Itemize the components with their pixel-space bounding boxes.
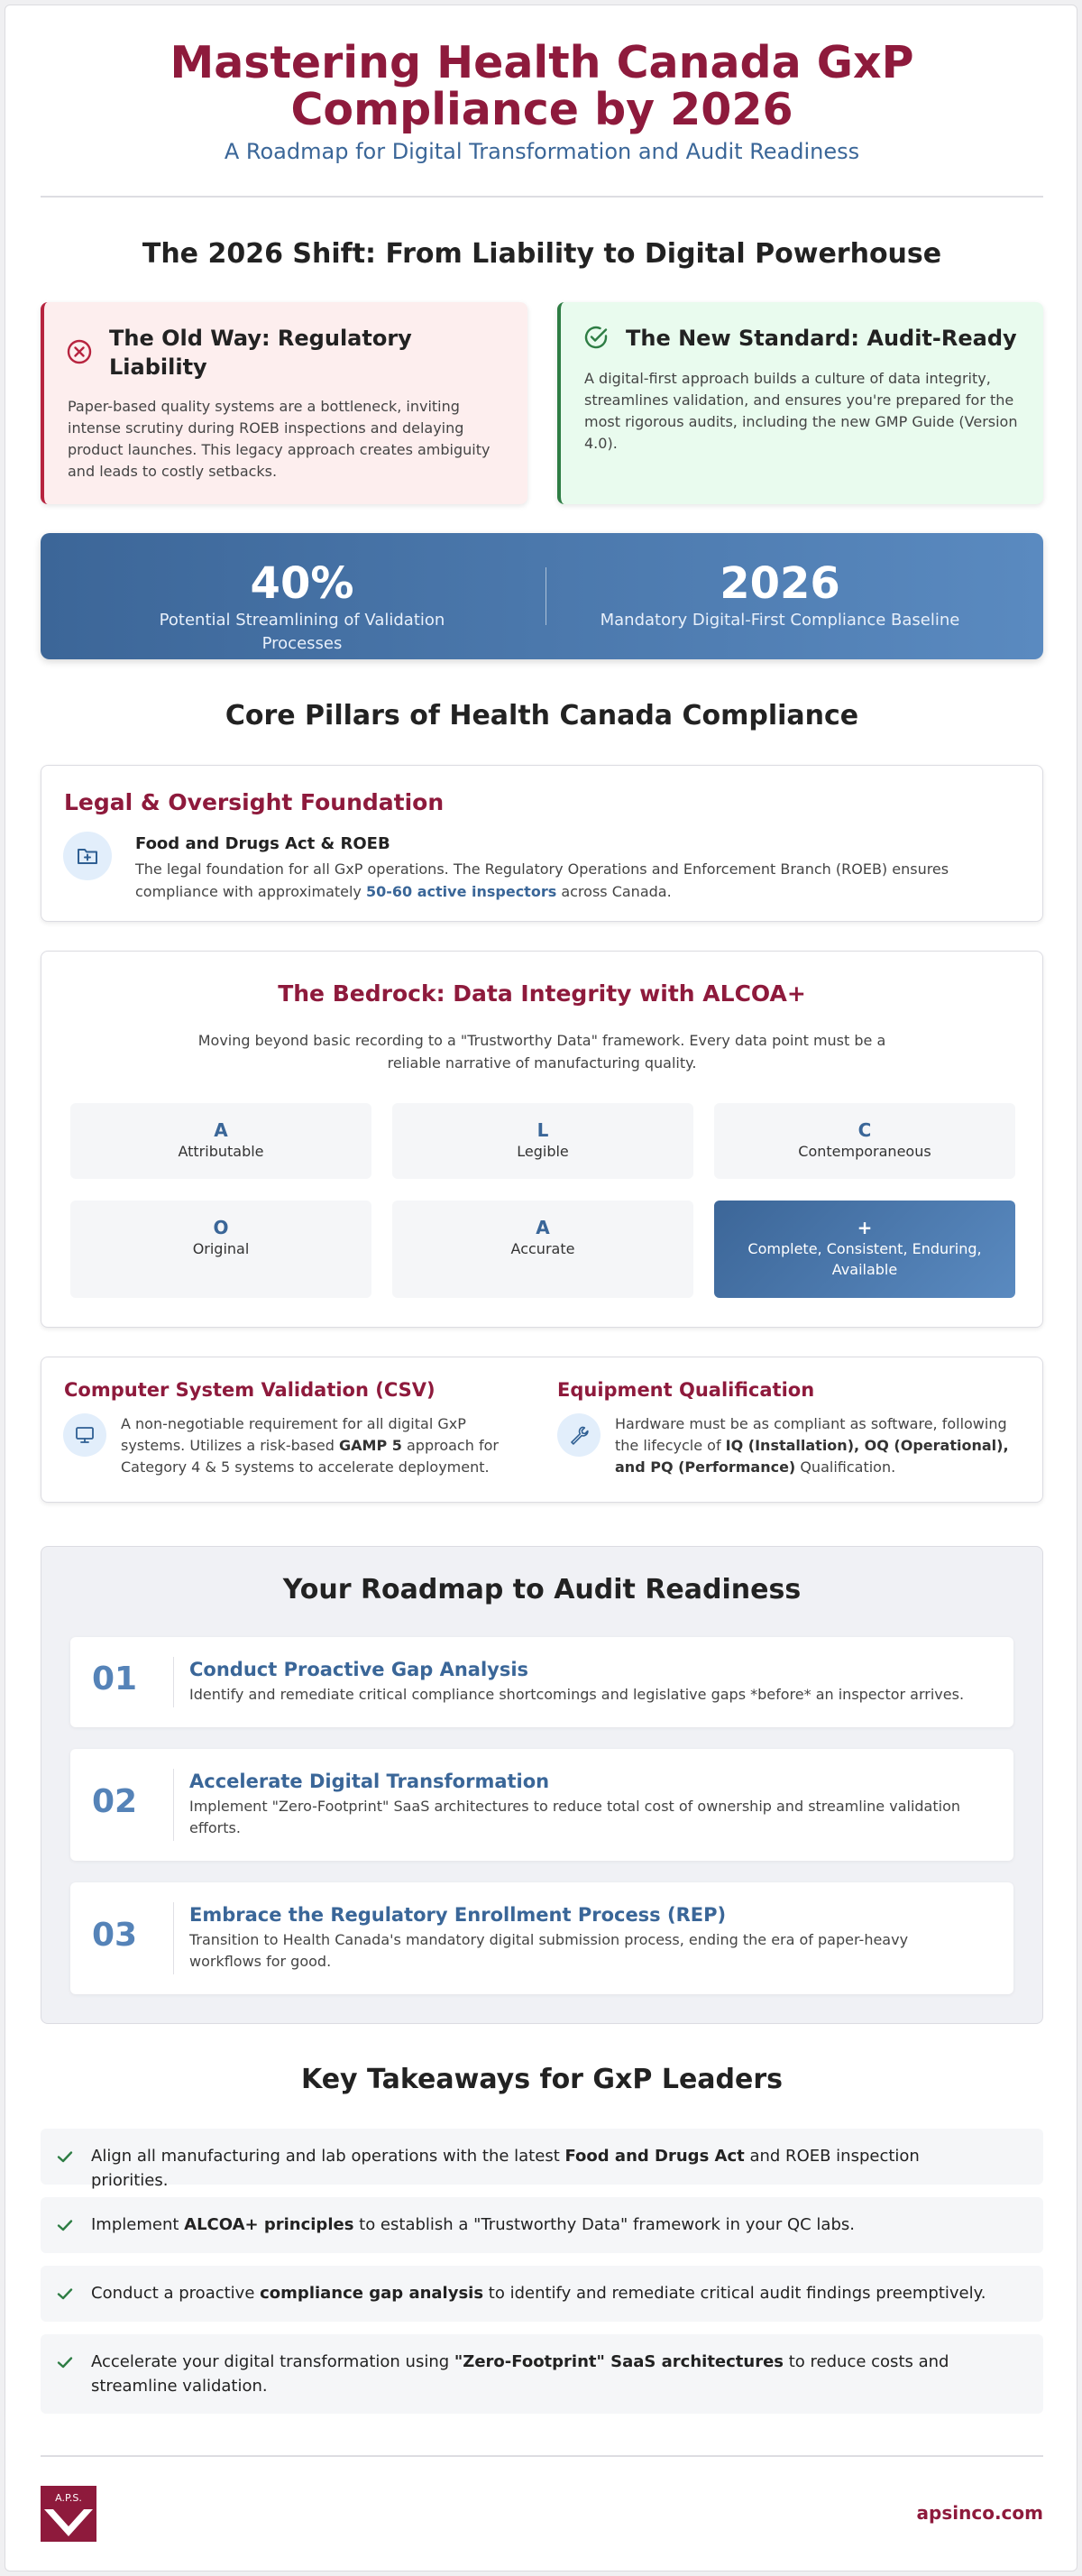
takeaway-text-part: and ROEB inspection priorities. [91,2147,920,2190]
takeaway-text-part: Implement [91,2215,185,2234]
tile-word: Complete, Consistent, Enduring, Available [747,1240,982,1278]
alcoa-tile [392,1201,693,1298]
takeaway-bold: Food and Drugs Act [564,2147,745,2166]
step-title: Accelerate Digital Transformation [189,1771,550,1792]
takeaway-text [91,2281,1002,2305]
tile-word: Accurate [510,1240,575,1257]
takeaway-text [91,2213,1002,2237]
old-way-text: Paper-based quality systems are a bottleneck, inviting intense scrutiny during ROEB inspections and delaying product launches. This legacy approach creates ambiguity and leads to costly setbacks. [68,398,491,480]
wrench-icon [569,1425,589,1445]
roadmap-section [41,1546,1043,2024]
takeaway-text-part: to identify and remediate critical audit findings preemptively. [483,2284,986,2303]
alcoa-plus-tile [714,1201,1015,1298]
takeaway-text-part: to reduce costs and streamline validation. [91,2352,949,2396]
stat-validation [131,558,473,656]
step-title: Embrace the Regulatory Enrollment Process (REP) [189,1904,727,1926]
alcoa-box [41,951,1043,1328]
inspectors-highlight: 50-60 active inspectors [365,883,557,900]
takeaway-text-part: Align all manufacturing and lab operations with the latest [91,2147,565,2166]
takeaway-item [41,2334,1043,2414]
legal-foundation-box [41,765,1043,922]
takeaway-text-part: to establish a "Trustworthy Data" framework in your QC labs. [353,2215,855,2234]
roadmap-step [70,1749,1013,1861]
logo-text: A.P.S. [55,2492,82,2504]
takeaway-text-part: Conduct a proactive [91,2284,261,2303]
roadmap-step [70,1637,1013,1727]
company-logo [41,2486,96,2542]
csv-text [121,1413,518,1478]
gamp-bold: GAMP 5 [339,1437,402,1454]
new-standard-card [557,302,1043,504]
tile-letter: O [213,1217,229,1238]
alcoa-tile [392,1103,693,1179]
tile-letter: + [857,1217,873,1238]
step-text: Identify and remediate critical compliance shortcomings and legislative gaps *before* an inspector arrives. [189,1686,965,1703]
equipment-text-part: Hardware must be as compliant as software, following the lifecycle of [615,1415,1007,1454]
stat-label: Potential Streamlining of Validation Processes [159,611,445,653]
equipment-text [615,1413,1021,1478]
csv-icon-wrap [63,1413,106,1457]
tile-letter: L [536,1119,549,1141]
takeaway-text [91,2350,1002,2398]
step-text: Transition to Health Canada's mandatory digital submission process, ending the era of paper-heavy workflows for good. [189,1931,909,1970]
step-number: 02 [92,1783,138,1820]
legal-title: Legal & Oversight Foundation [64,789,445,815]
tile-word: Attributable [178,1143,264,1160]
takeaway-text-part: Accelerate your digital transformation using [91,2352,454,2371]
title-line-1: Mastering Health Canada GxP [170,37,914,88]
old-way-card [41,302,527,504]
stat-baseline [573,558,987,632]
step-title: Conduct Proactive Gap Analysis [189,1659,529,1680]
validation-box [41,1357,1043,1503]
takeaway-bold: compliance gap analysis [260,2284,484,2303]
roadmap-heading: Your Roadmap to Audit Readiness [282,1574,802,1605]
takeaway-item [41,2266,1043,2322]
page-subtitle: A Roadmap for Digital Transformation and Audit Readiness [224,139,860,164]
title-line-2: Compliance by 2026 [290,84,793,135]
page-title [41,37,1043,135]
alcoa-tile [70,1201,371,1298]
alcoa-tile [70,1103,371,1179]
stat-value: 2026 [720,558,840,609]
csv-text-part: A non-negotiable requirement for all digital GxP systems. Utilizes a risk-based [121,1415,466,1454]
csv-title: Computer System Validation (CSV) [64,1379,436,1401]
tile-word: Legible [517,1143,569,1160]
legal-subtitle: Food and Drugs Act & ROEB [135,834,390,853]
tile-word: Original [192,1240,250,1257]
footer-divider [41,2455,1043,2457]
folder-plus-icon [76,844,99,868]
stats-banner [41,533,1043,659]
website-link[interactable]: apsinco.com [916,2502,1043,2524]
alcoa-title: The Bedrock: Data Integrity with ALCOA+ [278,980,806,1007]
legal-icon-wrap [63,832,112,880]
takeaway-item [41,2197,1043,2253]
check-icon [55,2284,75,2304]
stat-label: Mandatory Digital-First Compliance Baseline [600,611,960,630]
step-divider [173,1657,174,1707]
legal-text-part: across Canada. [556,883,672,900]
step-divider [173,1769,174,1841]
check-circle-icon [582,324,610,351]
roadmap-step [70,1882,1013,1994]
tile-letter: A [536,1217,550,1238]
old-way-title: The Old Way: Regulatory Liability [109,326,412,380]
new-standard-title: The New Standard: Audit-Ready [626,326,1017,351]
legal-text-part: The legal foundation for all GxP operations. The Regulatory Operations and Enforcement Branch (ROEB) ensures compliance with approximately [135,860,949,900]
takeaway-bold: ALCOA+ principles [184,2215,354,2234]
step-number: 03 [92,1917,138,1954]
check-icon [55,2147,75,2167]
shift-heading: The 2026 Shift: From Liability to Digital Powerhouse [142,238,942,270]
stat-value: 40% [250,558,354,609]
tile-letter: C [857,1119,872,1141]
alcoa-text: Moving beyond basic recording to a "Trustworthy Data" framework. Every data point must be a reliable narrative of manufacturing quality. [197,1032,886,1072]
takeaway-text [91,2144,1002,2193]
step-divider [173,1902,174,1974]
tile-letter: A [214,1119,228,1141]
x-circle-icon [66,338,93,365]
pillars-heading: Core Pillars of Health Canada Compliance [225,700,859,731]
new-standard-text: A digital-first approach builds a culture of data integrity, streamlines validation, and ensures you're prepared for the most rigorous audits, including the new GMP Guide (Version 4.0). [584,370,1018,452]
csv-text-part: approach for Category 4 & 5 systems to accelerate deployment. [121,1437,499,1476]
check-icon [55,2352,75,2372]
monitor-icon [75,1425,95,1445]
check-icon [55,2215,75,2235]
equipment-title: Equipment Qualification [557,1379,815,1401]
step-text: Implement "Zero-Footprint" SaaS architectures to reduce total cost of ownership and streamline validation efforts. [189,1798,960,1836]
takeaway-bold: "Zero-Footprint" SaaS architectures [454,2352,784,2371]
header-divider [41,196,1043,198]
takeaways-heading: Key Takeaways for GxP Leaders [300,2064,784,2095]
equipment-icon-wrap [557,1413,601,1457]
step-number: 01 [92,1661,138,1697]
tile-word: Contemporaneous [798,1143,931,1160]
equipment-text-part: Qualification. [795,1458,896,1476]
takeaway-item [41,2129,1043,2190]
legal-text [135,858,1001,903]
alcoa-tile [714,1103,1015,1179]
infographic-page [5,5,1077,2571]
iq-oq-pq-bold: IQ (Installation), OQ (Operational), and PQ (Performance) [615,1437,1009,1476]
